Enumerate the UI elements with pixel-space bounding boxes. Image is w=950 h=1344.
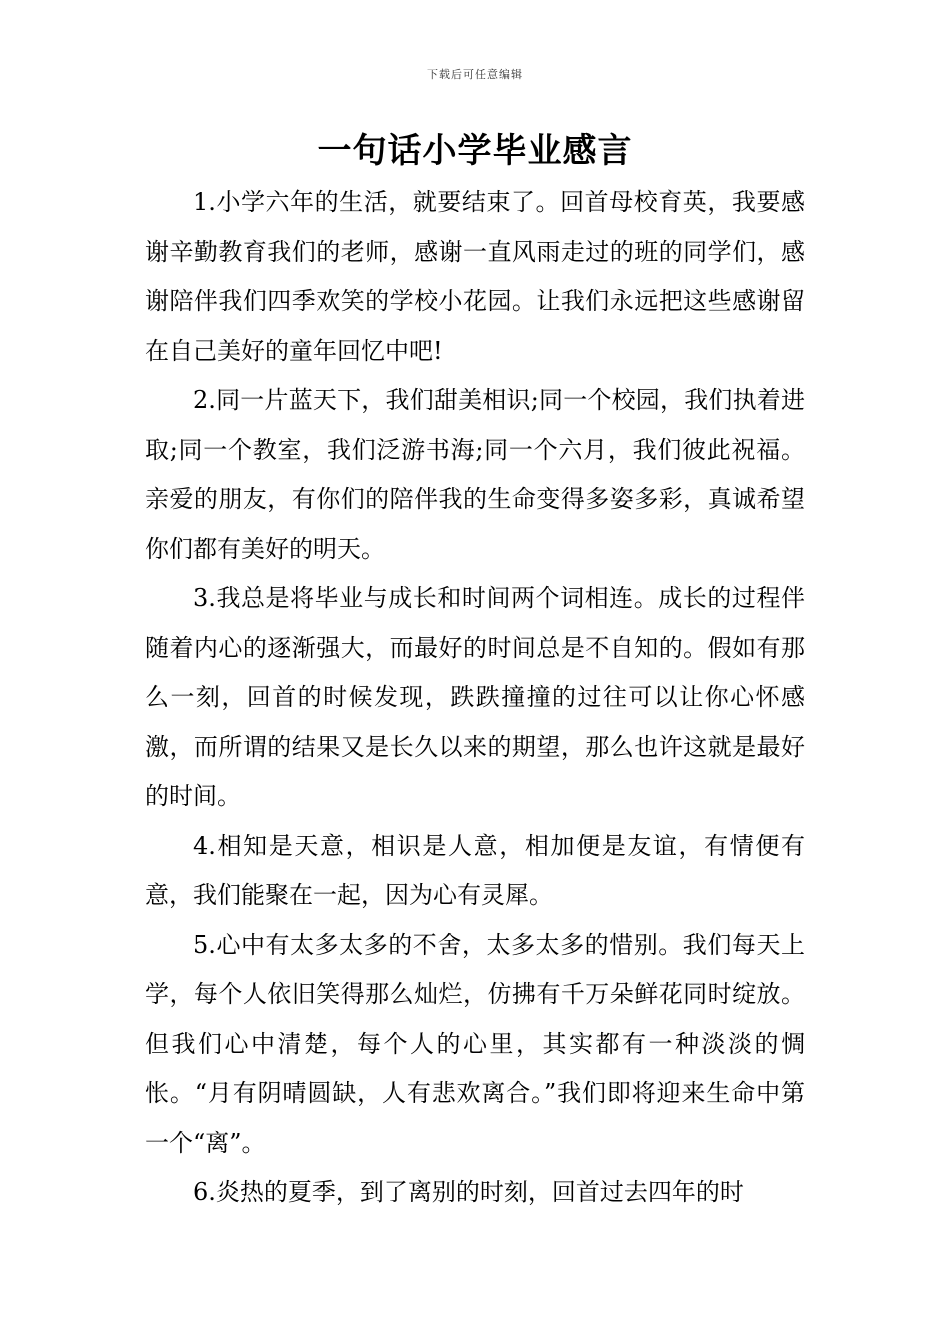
paragraph-1: 1.小学六年的生活，就要结束了。回首母校育英，我要感谢辛勤教育我们的老师，感谢一直风雨走过的班的同学们，感谢陪伴我们四季欢笑的学校小花园。让我们永远把这些感谢留在自己美好的童年回忆中吧! <box>145 188 805 365</box>
paragraph-6: 6.炎热的夏季，到了离别的时刻，回首过去四年的时 <box>193 1178 744 1206</box>
paragraph-4: 4.相知是天意，相识是人意，相加便是友谊，有情便有意，我们能聚在一起，因为心有灵犀。 <box>145 831 805 909</box>
header-note: 下载后可任意编辑 <box>427 68 523 81</box>
document-body <box>145 178 805 1218</box>
paragraph-3: 3.我总是将毕业与成长和时间两个词相连。成长的过程伴随着内心的逐渐强大，而最好的时间总是不自知的。假如有那么一刻，回首的时候发现，跌跌撞撞的过往可以让你心怀感激，而所谓的结果又是长久以来的期望，那么也许这就是最好的时间。 <box>145 584 805 810</box>
page-title: 一句话小学毕业感言 <box>317 131 633 171</box>
paragraph-5: 5.心中有太多太多的不舍，太多太多的惜别。我们每天上学，每个人依旧笑得那么灿烂，仿拂有千万朵鲜花同时绽放。但我们心中清楚，每个人的心里，其实都有一种淡淡的惆怅。“月有阴晴圆缺，人有悲欢离合。”我们即将迎来生命中第一个“离”。 <box>145 930 805 1157</box>
paragraph-2: 2.同一片蓝天下，我们甜美相识;同一个校园，我们执着进取;同一个教室，我们泛游书海;同一个六月，我们彼此祝福。亲爱的朋友，有你们的陪伴我的生命变得多姿多彩，真诚希望你们都有美好的明天。 <box>145 386 805 563</box>
